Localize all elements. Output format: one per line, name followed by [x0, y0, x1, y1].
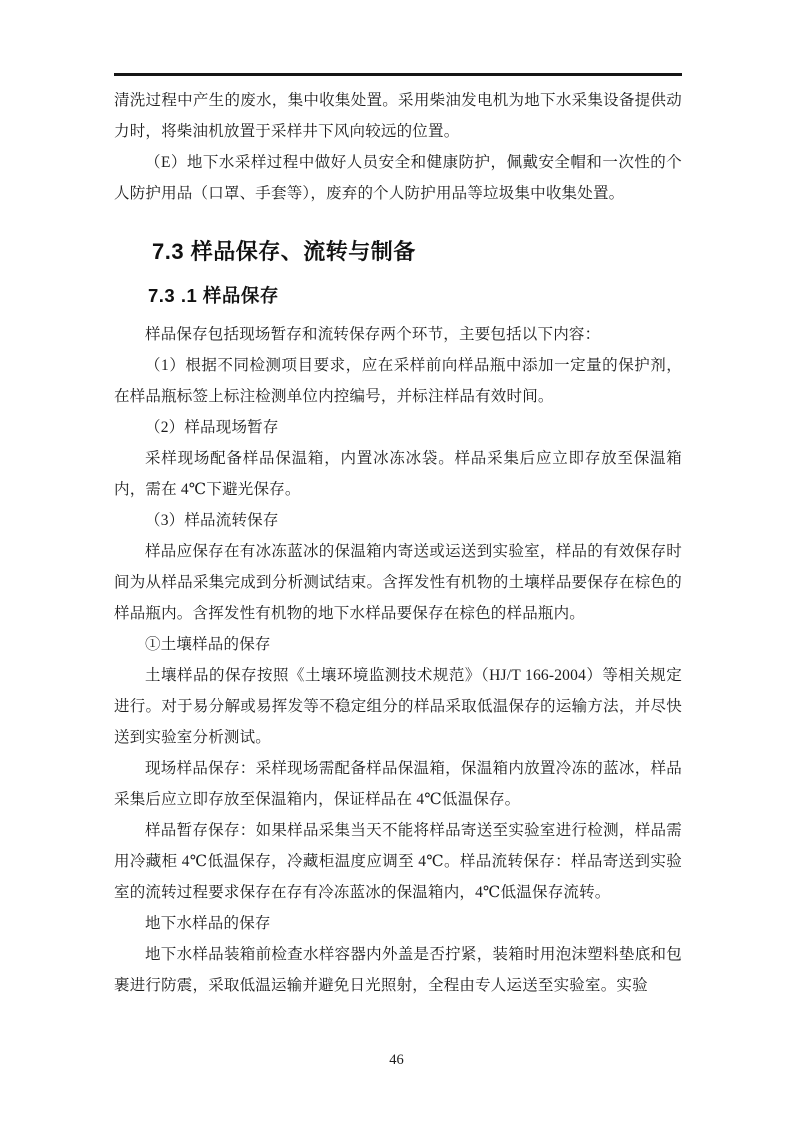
paragraph: 土壤样品的保存按照《土壤环境监测技术规范》（HJ/T 166-2004）等相关规定进行。对于易分解或易挥发等不稳定组分的样品采取低温保存的运输方法，并尽快送到实验室分析测试。 — [114, 667, 682, 746]
page-content — [114, 73, 682, 1001]
subsection-heading-7-3-1: 7.3 .1 样品保存 — [148, 285, 279, 306]
paragraph: （1）根据不同检测项目要求，应在采样前向样品瓶中添加一定量的保护剂，在样品瓶标签上标注检测单位内控编号，并标注样品有效时间。 — [114, 357, 682, 405]
header-rule-divider — [114, 73, 682, 76]
section-heading-7-3: 7.3 样品保存、流转与制备 — [152, 239, 416, 264]
page-number: 46 — [389, 1052, 404, 1068]
paragraph: ①土壤样品的保存 — [145, 636, 271, 653]
paragraph: 样品保存包括现场暂存和流转保存两个环节，主要包括以下内容： — [145, 326, 601, 343]
paragraph: 清洗过程中产生的废水，集中收集处置。采用柴油发电机为地下水采集设备提供动力时，将柴油机放置于采样井下风向较远的位置。 — [114, 92, 682, 140]
paragraph: 样品暂存保存：如果样品采集当天不能将样品寄送至实验室进行检测，样品需用冷藏柜 4℃低温保存，冷藏柜温度应调至 4℃。样品流转保存：样品寄送到实验室的流转过程要求保存在存有冷冻蓝冰的保温箱内，4℃低温保存流转。 — [114, 822, 682, 901]
paragraph: 采样现场配备样品保温箱，内置冰冻冰袋。样品采集后应立即存放至保温箱内，需在 4℃下避光保存。 — [114, 450, 682, 498]
paragraph: （2）样品现场暂存 — [145, 419, 279, 436]
paragraph: 样品应保存在有冰冻蓝冰的保温箱内寄送或运送到实验室，样品的有效保存时间为从样品采集完成到分析测试结束。含挥发性有机物的土壤样品要保存在棕色的样品瓶内。含挥发性有机物的地下水样品要保存在棕色的样品瓶内。 — [114, 543, 682, 622]
paragraph: （E）地下水采样过程中做好人员安全和健康防护，佩戴安全帽和一次性的个人防护用品（口罩、手套等），废弃的个人防护用品等垃圾集中收集处置。 — [114, 154, 682, 202]
paragraph: （3）样品流转保存 — [145, 512, 279, 529]
paragraph: 地下水样品的保存 — [145, 915, 271, 932]
paragraph: 地下水样品装箱前检查水样容器内外盖是否拧紧，装箱时用泡沫塑料垫底和包裹进行防震，采取低温运输并避免日光照射，全程由专人运送至实验室。实验 — [114, 946, 682, 994]
paragraph: 现场样品保存：采样现场需配备样品保温箱，保温箱内放置冷冻的蓝冰，样品采集后应立即存放至保温箱内，保证样品在 4℃低温保存。 — [114, 760, 682, 808]
